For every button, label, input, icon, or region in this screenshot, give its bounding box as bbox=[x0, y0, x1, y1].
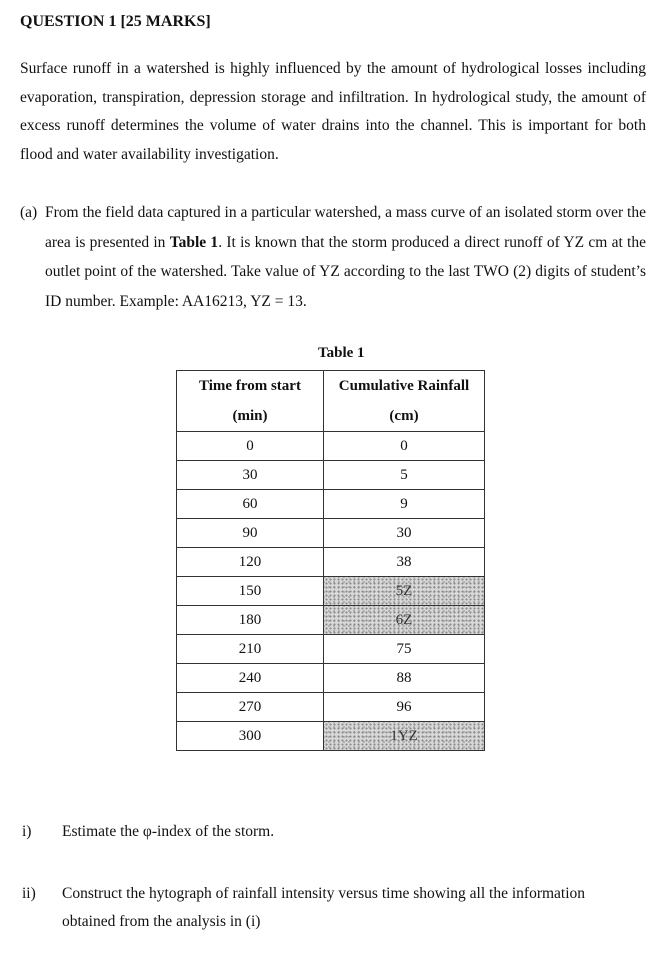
part-a-label: (a) bbox=[20, 204, 38, 221]
time-cell: 60 bbox=[177, 490, 324, 519]
table-row bbox=[177, 461, 485, 490]
col-time-header: Time from start bbox=[177, 371, 324, 402]
intro-paragraph: Surface runoff in a watershed is highly influenced by the amount of hydrological losses including evaporation, transpiration, depression storage and infiltration. In hydrological study, the amount of excess runoff determines the volume of water drains into the channel. This is important for both flood and water availability investigation. bbox=[20, 60, 646, 163]
rain-cell: 5 bbox=[324, 461, 485, 490]
rain-cell: 88 bbox=[324, 664, 485, 693]
rain-cell: 96 bbox=[324, 693, 485, 722]
table-row bbox=[177, 722, 485, 751]
part-a-table-ref: Table 1 bbox=[169, 233, 219, 251]
question-ii bbox=[22, 880, 642, 936]
time-cell: 90 bbox=[177, 519, 324, 548]
question-i-number: i) bbox=[22, 823, 32, 840]
rainfall-table bbox=[176, 370, 485, 751]
question-i-text: Estimate the φ-index of the storm. bbox=[62, 823, 275, 840]
time-cell: 180 bbox=[177, 606, 324, 635]
part-a-text-1: From the field data captured in a particular watershed, a mass curve of an isolated storm over the area is presented in bbox=[45, 204, 646, 251]
question-heading: QUESTION 1 [25 MARKS] bbox=[20, 13, 211, 30]
question-ii-number: ii) bbox=[22, 885, 36, 902]
part-a bbox=[20, 198, 646, 316]
time-cell: 210 bbox=[177, 635, 324, 664]
table-row bbox=[177, 693, 485, 722]
table-row bbox=[177, 548, 485, 577]
table-row bbox=[177, 577, 485, 606]
rain-cell: 0 bbox=[324, 432, 485, 461]
rain-cell-masked: 6Z bbox=[324, 606, 485, 635]
time-cell: 240 bbox=[177, 664, 324, 693]
question-i bbox=[22, 818, 642, 846]
col-rain-header: Cumulative Rainfall bbox=[324, 371, 485, 402]
time-cell: 30 bbox=[177, 461, 324, 490]
rain-cell-masked: 1YZ bbox=[324, 722, 485, 751]
time-cell: 0 bbox=[177, 432, 324, 461]
table-row bbox=[177, 519, 485, 548]
time-cell: 150 bbox=[177, 577, 324, 606]
rain-cell: 9 bbox=[324, 490, 485, 519]
table-row bbox=[177, 664, 485, 693]
table-row bbox=[177, 635, 485, 664]
table-row bbox=[177, 490, 485, 519]
part-a-text bbox=[45, 198, 646, 316]
rain-cell: 38 bbox=[324, 548, 485, 577]
time-cell: 120 bbox=[177, 548, 324, 577]
col-rain-unit: (cm) bbox=[324, 401, 485, 432]
question-ii-text: Construct the hytograph of rainfall intensity versus time showing all the information obtained from the analysis in (i) bbox=[62, 885, 586, 930]
rain-cell: 30 bbox=[324, 519, 485, 548]
time-cell: 270 bbox=[177, 693, 324, 722]
table-caption: Table 1 bbox=[318, 345, 365, 361]
table-row bbox=[177, 606, 485, 635]
part-a-text-2: . It is known that the storm produced a direct runoff of YZ cm at the outlet point of the watershed. Take value of YZ according to the last TWO (2) digits of student’s ID number. Example: AA16213, YZ = 13. bbox=[45, 233, 646, 310]
table-row bbox=[177, 432, 485, 461]
rain-cell: 75 bbox=[324, 635, 485, 664]
rain-cell-masked: 5Z bbox=[324, 577, 485, 606]
time-cell: 300 bbox=[177, 722, 324, 751]
col-time-unit: (min) bbox=[177, 401, 324, 432]
